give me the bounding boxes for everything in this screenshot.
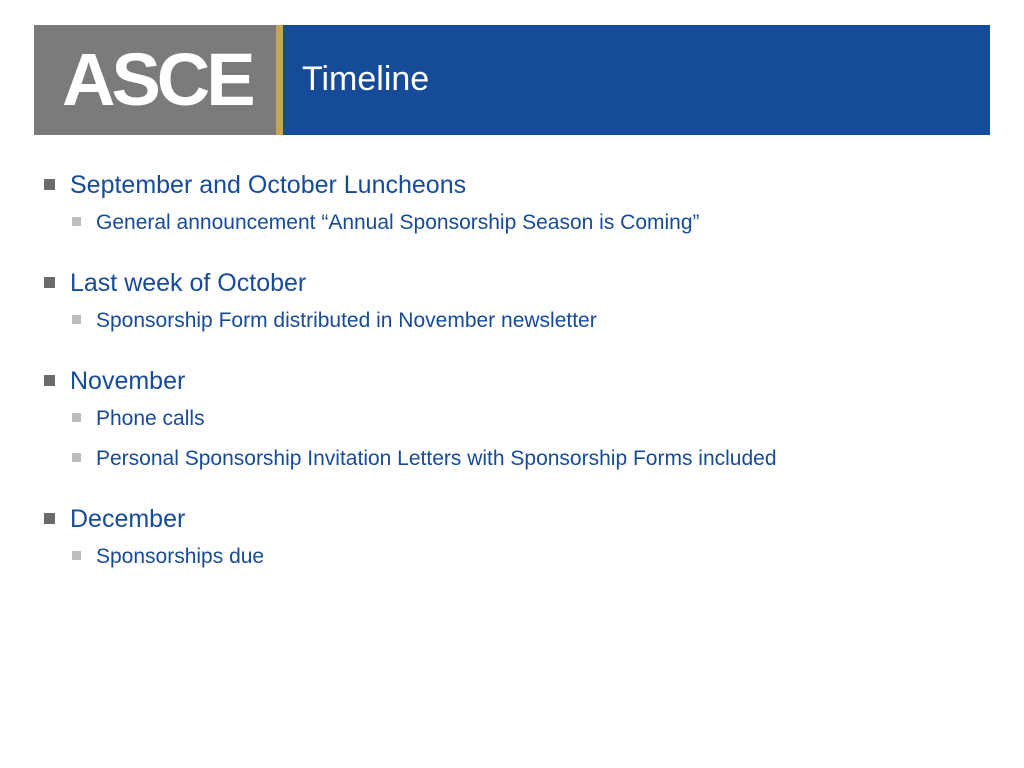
title-bar (283, 25, 990, 135)
slide-header (34, 25, 990, 135)
item-text: Personal Sponsorship Invitation Letters with Sponsorship Forms included (96, 447, 777, 470)
section-heading (44, 168, 1004, 206)
asce-logo (34, 25, 276, 135)
timeline-section (44, 502, 1004, 580)
section-item (72, 442, 1004, 482)
square-bullet-icon (72, 453, 81, 462)
item-text: Phone calls (96, 407, 205, 430)
section-item (72, 206, 1004, 246)
section-label: November (70, 367, 186, 395)
timeline-section (44, 364, 1004, 482)
logo-wordmark: ASCE (62, 38, 252, 121)
square-bullet-icon (72, 315, 81, 324)
section-item (72, 402, 1004, 442)
section-label: Last week of October (70, 269, 307, 297)
section-label: September and October Luncheons (70, 171, 467, 199)
square-bullet-icon (44, 513, 55, 524)
square-bullet-icon (44, 277, 55, 288)
timeline-section (44, 266, 1004, 344)
item-text: Sponsorship Form distributed in November newsletter (96, 309, 597, 332)
logo-swoosh-icon (58, 101, 168, 131)
square-bullet-icon (44, 179, 55, 190)
gold-divider (276, 25, 283, 135)
section-heading (44, 502, 1004, 540)
square-bullet-icon (44, 375, 55, 386)
item-text: Sponsorships due (96, 545, 265, 568)
section-item (72, 304, 1004, 344)
section-item (72, 540, 1004, 580)
square-bullet-icon (72, 551, 81, 560)
bullet-list (44, 168, 1004, 600)
section-label: December (70, 505, 186, 533)
slide-title: Timeline (302, 60, 430, 98)
square-bullet-icon (72, 217, 81, 226)
item-text: General announcement “Annual Sponsorship Season is Coming” (96, 211, 700, 234)
square-bullet-icon (72, 413, 81, 422)
section-heading (44, 364, 1004, 402)
timeline-section (44, 168, 1004, 246)
section-heading (44, 266, 1004, 304)
